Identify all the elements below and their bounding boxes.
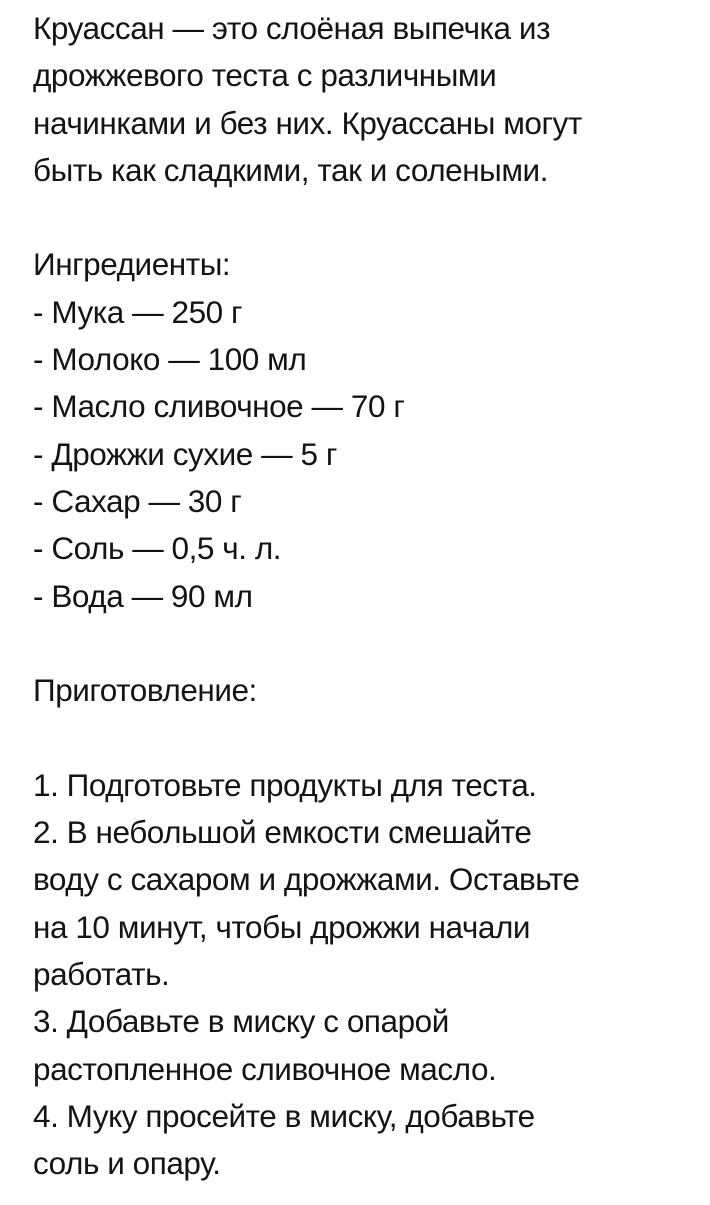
ingredient-item: - Дрожжи сухие — 5 г xyxy=(33,435,337,472)
ingredient-item: - Вода — 90 мл xyxy=(33,577,253,614)
preparation-line: 4. Муку просейте в миску, добавьте xyxy=(33,1097,535,1134)
preparation-line: 3. Добавьте в миску с опарой xyxy=(33,1003,449,1040)
ingredient-item: - Сахар — 30 г xyxy=(33,482,242,519)
preparation-line: на 10 минут, чтобы дрожжи начали xyxy=(33,908,531,945)
recipe-document xyxy=(0,5,710,1205)
preparation-heading: Приготовление: xyxy=(33,672,257,709)
intro-line: Круассан — это слоёная выпечка из xyxy=(33,10,551,46)
preparation-line: воду с сахаром и дрожжами. Оставьте xyxy=(33,861,580,898)
paragraph-gap xyxy=(33,194,698,241)
ingredient-item: - Соль — 0,5 ч. л. xyxy=(33,530,282,567)
ingredient-item: - Масло сливочное — 70 г xyxy=(33,388,405,425)
preparation-line: работать. xyxy=(33,955,170,992)
intro-line: начинками и без них. Круассаны могут xyxy=(33,104,582,141)
preparation-line: 1. Подготовьте продукты для теста. xyxy=(33,766,537,803)
intro-line: дрожжевого теста с различными xyxy=(33,57,497,94)
ingredients-heading: Ингредиенты: xyxy=(33,246,231,283)
preparation-line: 2. В небольшой емкости смешайте xyxy=(33,814,532,851)
paragraph-gap xyxy=(33,620,698,667)
paragraph-gap xyxy=(33,714,698,761)
intro-line: быть как сладкими, так и солеными. xyxy=(33,151,549,188)
ingredient-item: - Мука — 250 г xyxy=(33,293,243,330)
preparation-line: растопленное сливочное масло. xyxy=(33,1050,497,1087)
ingredient-item: - Молоко — 100 мл xyxy=(33,341,307,378)
preparation-line: соль и опару. xyxy=(33,1145,221,1182)
